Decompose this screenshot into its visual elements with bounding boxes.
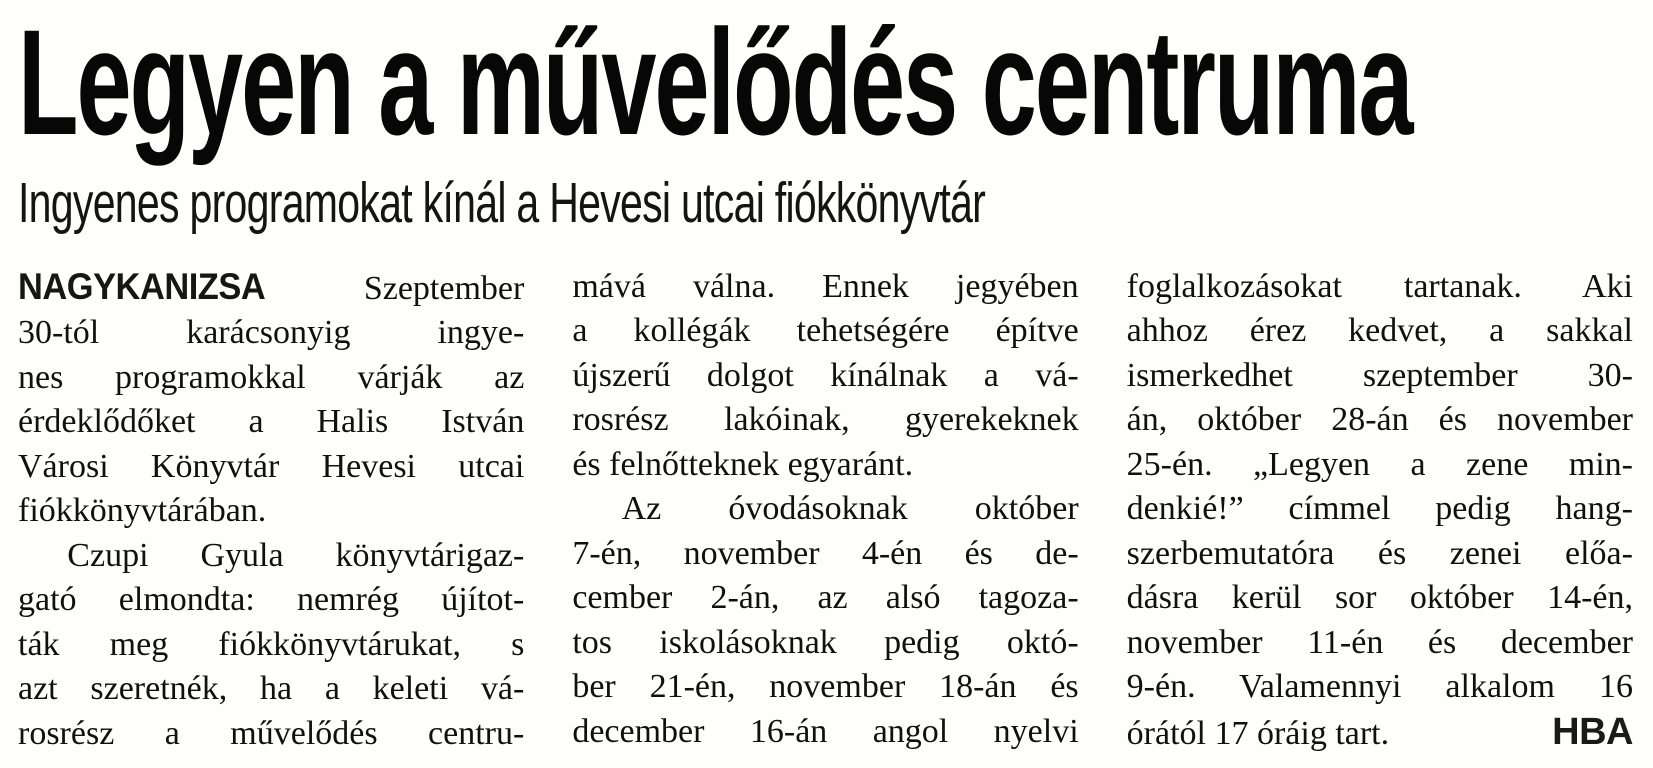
text-line: mává válna. Ennek jegyében — [572, 267, 1079, 305]
text-line: 25-én. „Legyen a zene min- — [1126, 445, 1633, 483]
text-line: 30-tól karácsonyig ingye- — [18, 314, 525, 352]
text-line: 9-én. Valamennyi alkalom 16 — [1126, 668, 1633, 706]
text-line: 7-én, november 4-én és de- — [572, 534, 1079, 572]
article-column-2 — [572, 265, 1078, 757]
text-line: és felnőtteknek egyaránt. — [572, 445, 914, 483]
text-line: nes programokkal várják az — [18, 358, 525, 396]
article-subhead — [18, 172, 1653, 235]
text-line: dásra kerül sor október 14-én, — [1126, 579, 1633, 617]
article-body — [18, 265, 1633, 757]
text-line: a kollégák tehetségére építve — [572, 312, 1079, 350]
text-line: azt szeretnék, ha a keleti vá- — [18, 670, 525, 708]
text-line: ber 21-én, november 18-án és — [572, 668, 1079, 706]
text-line: denkié!” címmel pedig hang- — [1126, 490, 1633, 528]
text-line: Az óvodásoknak október — [621, 490, 1079, 528]
text-line — [1127, 710, 1633, 757]
text-line: Városi Könyvtár Hevesi utcai — [18, 447, 525, 485]
text-line: december 16-án angol nyelvi — [572, 712, 1079, 750]
text-line: cember 2-án, az alsó tagoza- — [572, 579, 1079, 617]
text-line: ták meg fiókkönyvtárukat, s — [18, 625, 525, 663]
article-headline — [18, 0, 1653, 166]
text-line: foglalkozásokat tartanak. Aki — [1126, 267, 1633, 305]
text-line: fiókkönyvtárában. — [18, 492, 267, 530]
text-line: rosrész a művelődés centru- — [18, 714, 525, 752]
text-line: ahhoz érez kedvet, a sakkal — [1126, 312, 1633, 350]
text-fragment: Szeptember — [363, 269, 525, 307]
text-line: november 11-én és december — [1126, 623, 1633, 661]
text-line: érdeklődőket a Halis István — [18, 403, 525, 441]
subhead-text: Ingyenes programokat kínál a Hevesi utcai fiókkönyvtár — [18, 171, 986, 235]
text-line: szerbemutatóra és zenei előa- — [1126, 534, 1633, 572]
headline-text: Legyen a művelődés centruma — [18, 0, 1412, 166]
text-line: án, október 28-án és november — [1126, 401, 1633, 439]
byline: HBA — [1552, 710, 1633, 753]
text-line: rosrész lakóinak, gyerekeknek — [572, 401, 1079, 439]
text-fragment: órától 17 óráig tart. — [1126, 714, 1390, 752]
text-line: gató elmondta: nemrég újítot- — [18, 581, 525, 619]
article-column-3 — [1127, 265, 1633, 757]
article-column-1 — [18, 265, 524, 757]
text-line: újszerű dolgot kínálnak a vá- — [572, 356, 1079, 394]
text-line: ismerkedhet szeptember 30- — [1126, 356, 1633, 394]
text-line: tos iskolásoknak pedig októ- — [572, 623, 1079, 661]
text-line — [18, 265, 524, 312]
text-line: Czupi Gyula könyvtárigaz- — [67, 536, 525, 574]
dateline: NAGYKANIZSA — [18, 265, 266, 307]
